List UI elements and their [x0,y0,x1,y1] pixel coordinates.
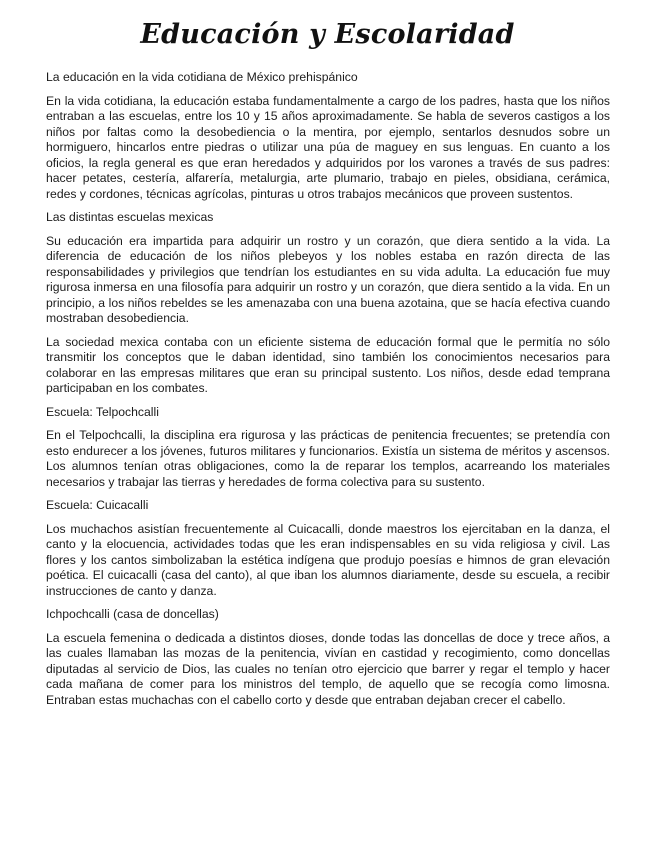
section-heading: Las distintas escuelas mexicas [46,210,214,224]
section-paragraph: En la vida cotidiana, la educación estaba fundamentalmente a cargo de los padres, hasta que los niños entraban a las escuelas, entre los 10 y 15 años aproximadamente. Se habla de severos castigos a los niños por faltas como la desobediencia o la mentira, por ejemplo, sentarlos desnudos sobre un hormiguero, hincarlos entre piedras o utilizar una púa de maguey en sus lenguas. En cuanto a los oficios, la regla general es que eran heredados y adquiridos por los varones a través de sus padres: hacer petates, cestería, alfarería, metalurgia, arte plumario, trabajo en pieles, obsidiana, cerámica, redes y cordones, técnicas agrícolas, pinturas u otros trabajos mecánicos que proveen sustentos. [46,93,610,201]
document-body [46,70,610,716]
section-heading: Escuela: Cuicacalli [46,498,149,512]
section-heading: La educación en la vida cotidiana de México prehispánico [46,70,358,84]
section-paragraph: En el Telpochcalli, la disciplina era rigurosa y las prácticas de penitencia frecuentes; se pretendía con esto endurecer a los jóvenes, futuros militares y funcionarios. Existía un sistema de méritos y ascensos. Los alumnos tenían otras obligaciones, como la de reparar los templos, acarreando los materiales necesarios y trabajar las tierras y heredades de forma colectiva para su sustento. [46,428,610,489]
section-paragraph: Su educación era impartida para adquirir un rostro y un corazón, que diera sentido a la vida. La diferencia de educación de los niños plebeyos y los nobles estaba en razón directa de las responsabilidades y privilegios que tendrían los estudiantes en su vida adulta. La educación fue muy rigurosa inmersa en una filosofía para adquirir un rostro y un corazón, que diera sentido a la vida. En un principio, a los niños rebeldes se les amenazaba con una buena azotaina, que se hacía efectiva cuando mostraban desobediencia. [46,233,610,325]
section-paragraph: La sociedad mexica contaba con un eficiente sistema de educación formal que le permitía no sólo transmitir los conceptos que le daban identidad, sino también los conocimientos necesarios para colaborar en las empresas militares que eran su principal sustento. Los niños, desde edad temprana participaban en los combates. [46,334,610,395]
section-paragraph: Los muchachos asistían frecuentemente al Cuicacalli, donde maestros los ejercitaban en la danza, el canto y la elocuencia, actividades todas que les eran indispensables en su vida religiosa y civil. Las flores y los cantos simbolizaban la estética indígena que produjo poesías e himnos de gran elevación poética. El cuicacalli (casa del canto), al que iban los alumnos diariamente, desde su escuela, a recibir instrucciones de canto y danza. [46,521,610,598]
section-heading: Ichpochcalli (casa de doncellas) [46,607,219,621]
section-paragraph: La escuela femenina o dedicada a distintos dioses, donde todas las doncellas de doce y trece años, a las cuales llamaban las mozas de la penitencia, vivían en castidad y recogimiento, como doncellas diputadas al servicio de Dios, las cuales no tenían otro ejercicio que barrer y regar el templo y hacer cada mañana de comer para los ministros del templo, de aquello que se recogía como limosna. Entraban estas muchachas con el cabello corto y desde que entraban dejaban crecer el cabello. [46,630,610,707]
section-heading: Escuela: Telpochcalli [46,404,159,419]
page-title: Educación y Escolaridad [140,19,515,50]
